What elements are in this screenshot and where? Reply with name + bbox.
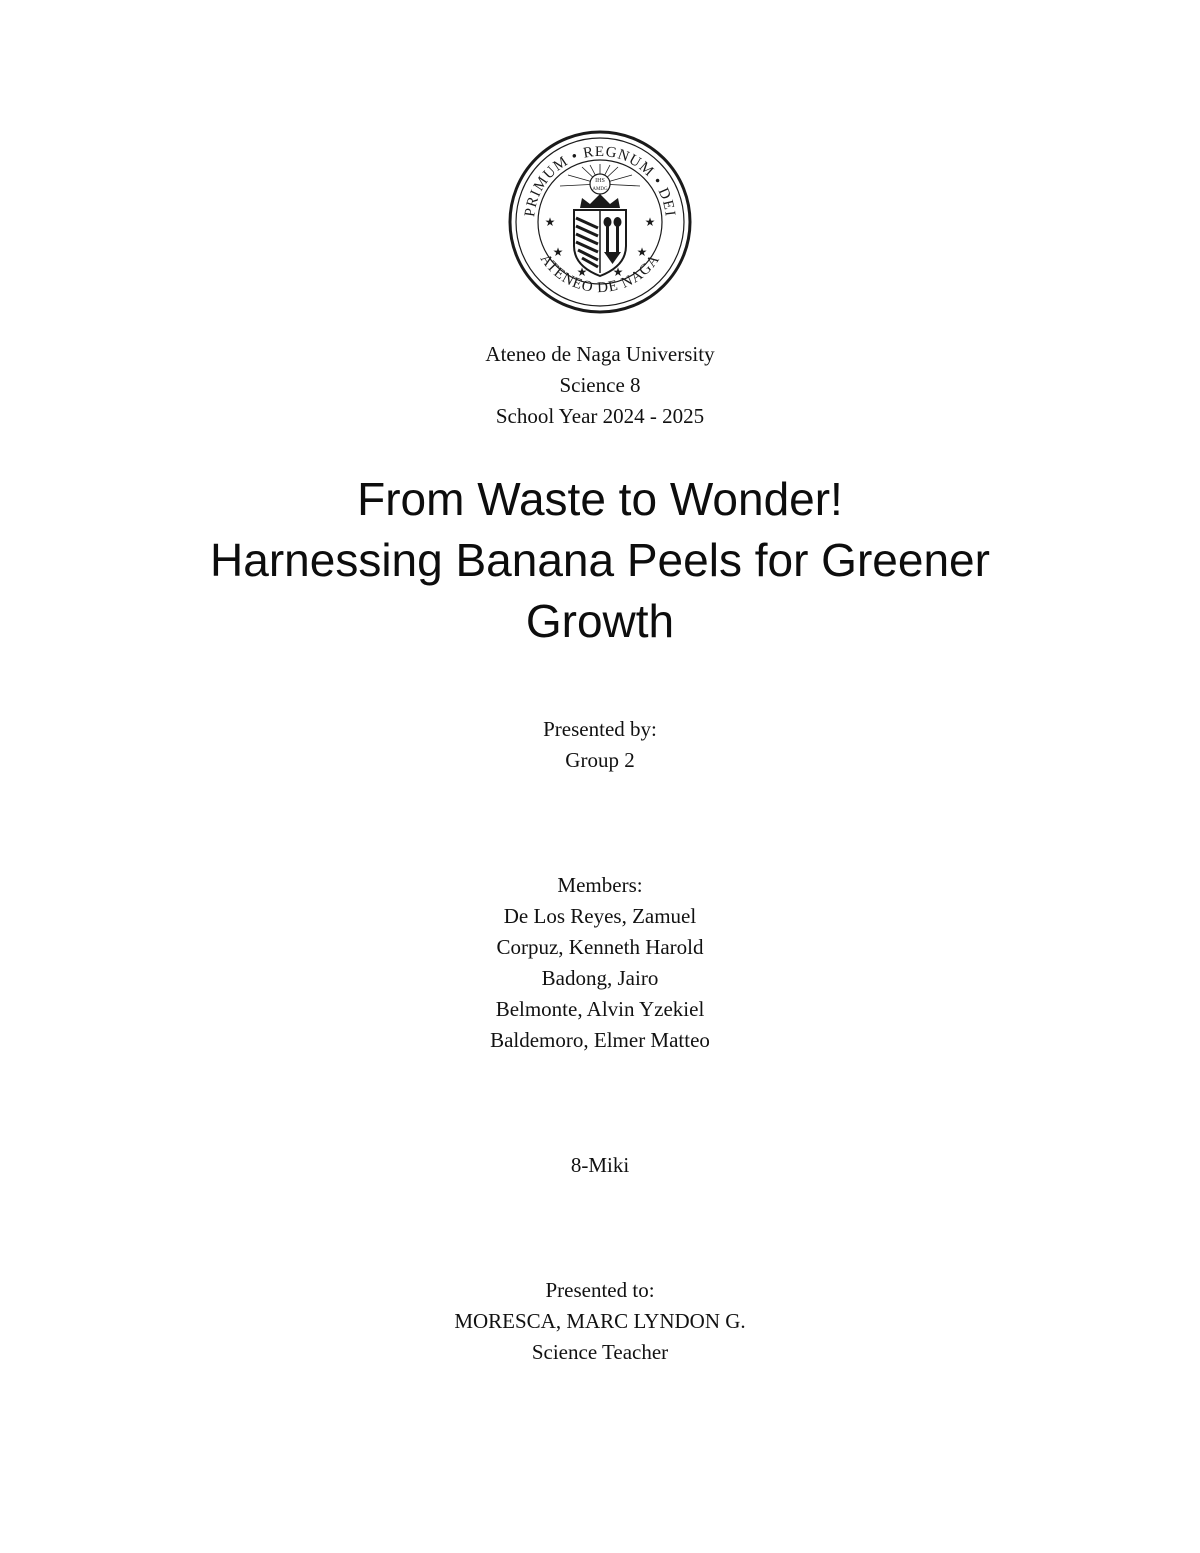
- document-title: [0, 469, 1200, 652]
- university-name: Ateneo de Naga University: [485, 342, 715, 366]
- presented-by-label: Presented by:: [543, 717, 657, 741]
- seal-motto-text: PRIMUM • REGNUM • DEI: [522, 143, 678, 218]
- institution-block: [0, 339, 1200, 432]
- university-seal-icon: [508, 130, 692, 314]
- member-name: De Los Reyes, Zamuel: [503, 904, 697, 928]
- presenter-block: [0, 714, 1200, 776]
- teacher-name: MORESCA, MARC LYNDON G.: [454, 1309, 746, 1333]
- group-name: Group 2: [565, 748, 635, 772]
- subject-name: Science 8: [559, 373, 641, 397]
- members-block: [0, 870, 1200, 1056]
- seal-monogram-top: IHS: [595, 178, 605, 184]
- seal-monogram-bottom: AMDG: [592, 187, 608, 192]
- recipient-block: [0, 1275, 1200, 1368]
- teacher-role: Science Teacher: [531, 1340, 669, 1364]
- svg-text:★: ★: [636, 245, 648, 259]
- member-name: Corpuz, Kenneth Harold: [496, 935, 704, 959]
- member-name: Baldemoro, Elmer Matteo: [490, 1028, 710, 1052]
- svg-text:★: ★: [552, 245, 564, 259]
- svg-text:★: ★: [612, 265, 624, 279]
- title-line-1: From Waste to Wonder!: [357, 473, 843, 525]
- presented-to-label: Presented to:: [545, 1278, 655, 1302]
- member-name: Belmonte, Alvin Yzekiel: [495, 997, 705, 1021]
- svg-text:★: ★: [644, 215, 656, 229]
- title-line-3: Growth: [525, 595, 675, 647]
- school-year: School Year 2024 - 2025: [495, 404, 705, 428]
- members-label: Members:: [557, 873, 643, 897]
- svg-text:★: ★: [544, 215, 556, 229]
- section-name: 8-Miki: [570, 1153, 630, 1177]
- member-name: Badong, Jairo: [541, 966, 659, 990]
- title-line-2: Harnessing Banana Peels for Greener: [210, 534, 990, 586]
- svg-text:★: ★: [576, 265, 588, 279]
- section-block: [0, 1150, 1200, 1181]
- seal-name-text: ATENEO DE NAGA: [536, 251, 664, 297]
